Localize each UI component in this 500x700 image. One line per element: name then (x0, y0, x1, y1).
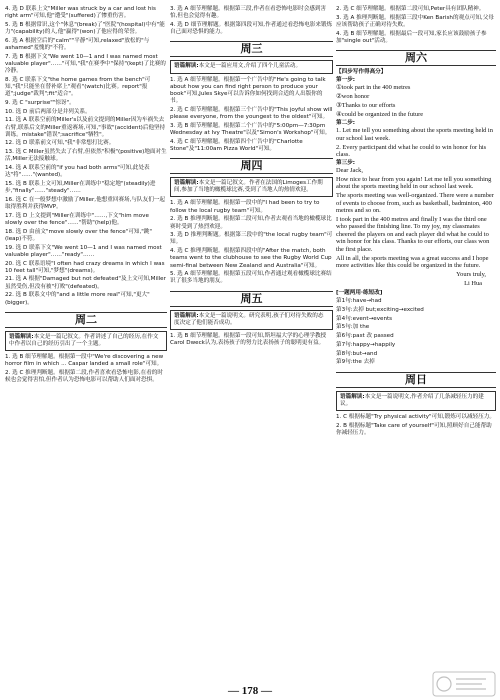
answer-item: 2. 选 C 推理判断题。根据第二段,作者喜欢看恐怖电影,在看的时候也会觉得害怕,但作者认为恐怖电影可以帮助人们面对恐惧。 (5, 370, 163, 384)
week5-passage-note (170, 310, 333, 330)
answer-item: 2. 选 C 细节理解题。根据第三个广告中的"This joyful show will please everyone, from the youngest to the oldest"可知。 (170, 106, 333, 121)
answer-item: 5. 选 B 根据常识,这个"休息"(break)了"医院"(hospital)中有"能力"(capability)的人,他"赢得"(won)了他应得的荣誉。 (5, 21, 165, 36)
writing-phrase: ④could be organized in the future (336, 111, 424, 119)
answer-item: 20. 选 C 联系语境"I often had crazy dreams in which I was 10 feet tall"可知,"梦想"(dreams)。 (5, 260, 165, 274)
week7-passage-note (336, 391, 496, 411)
step1-phrases (336, 84, 496, 118)
passage-note-text: 本文是一篇记叙文。作者在法国的Limoges工作期间,参加了当地的橄榄球比赛,受到了当地人的热情欢迎。 (174, 180, 323, 194)
answer-item: 15. 选 B 联系上文可知,Miller在训练中"稳定地"(steadily)进步,"finally"……"steady"…… (5, 180, 156, 195)
correction-item: 第4句:event→events (336, 315, 393, 322)
answer-item: 18. 选 D 由前文"move slowly over the fence"可知,"跳"(leap)不符。 (5, 228, 152, 242)
answer-item: 3. 选 A 推理判断题。根据第三段中Ken Barish的观点可知,父母应该帮助孩子正确对待失败。 (336, 14, 494, 28)
passage-note-label: 语篇解读: (9, 333, 34, 340)
week3-title: 周三 (170, 41, 333, 57)
correction-section-heading: [一题两用·练短改] (336, 290, 383, 297)
answer-item: 4. 选 C 细节理解题。根据第四个广告中的"Charlotte Stone"及"11:00am Pizza World"可知。 (170, 138, 303, 152)
letter-paragraph: The sports meeting was well-organized. There were a number of events to choose from, such as basketball, badminton, 400 metres and so on. (336, 192, 494, 215)
week7-items (336, 414, 496, 437)
answer-item: 9. 选 C "surprise""惊讶"。 (5, 99, 75, 106)
answer-item: 7. 选 B 根据下文"We went 10—1 and I was named most valuable player"……"可知,"我"在赛季中"保持"(kept)了比赛的冷静。 (5, 53, 166, 75)
passage-note-text: 本文是一篇说明文,作者介绍了几条减轻压力的建议。 (340, 393, 484, 407)
writing-phrase: ③Thanks to our efforts (336, 102, 396, 110)
correction-item: 第1句:have→had (336, 298, 382, 305)
answer-item: 3. 选 B 细节理解题。根据第二个广告中的"5:00pm—7:30pm Wednesday at Ivy Theatre"以及"Simon's Workshop"可知。 (170, 122, 331, 136)
week3-items (170, 77, 333, 154)
answer-item: 4. 选 D 联系上文"Miller was struck by a car and lost his right arm"可知,他"遭受"(suffered)了惨重伤害。 (5, 6, 156, 20)
passage-note-label: 语篇解读: (174, 180, 199, 187)
week5-title: 周五 (170, 291, 333, 307)
answer-item: 16. 选 C 在一般梦想中激励了Miller,他想重回赛场,与队友们一起取得胜利并获得MVP。 (5, 196, 165, 211)
answer-item: 10. 选 D 前后两部分是并列关系。 (5, 108, 91, 115)
writing-sentence: 1. Let me tell you something about the sports meeting held in our school last week. (336, 127, 493, 142)
week4-title: 周四 (170, 158, 333, 174)
answer-item: 14. 选 A 联系空前的"if you had both arms"可知,此处表达"将"……"(wanted)。 (5, 165, 150, 179)
model-letter (336, 167, 496, 287)
letter-paragraph: I took part in the 400 metres and finally I was the third one who passed the finishing line. To my joy, my classmates cheered the players on and each player did what he could to win honor for his class. Thanks to our efforts, our class won the first place. (336, 216, 490, 253)
passage-note-text: 本文是一篇应用文,介绍了四个儿童活动。 (198, 63, 302, 70)
answer-item: 3. 选 D 推理判断题。根据第三段中的"the local rugby team"可知。 (170, 232, 333, 246)
writing-phrase: ①took part in the 400 metres (336, 84, 411, 92)
week5-items-cont (336, 6, 496, 45)
answer-item: 5. 选 A 细节理解题。根据第五段可知,作者通过观看橄榄球比赛结识了很多当地的朋友。 (170, 271, 332, 285)
answer-item: 4. 选 B 细节理解题。根据最后一段可知,家长应该鼓励孩子参加"single out"活动。 (336, 30, 487, 44)
answer-item: 1. 选 B 细节理解题。根据第一段可知,斯坦福大学的心理学教授Carol Dweck认为,表扬孩子的努力比表扬孩子的聪明更有益。 (170, 333, 327, 347)
answer-item: 12. 选 D 联系前文可知,"我"非常想打比赛。 (5, 140, 115, 147)
correction-item: 第7句:happy→happily (336, 341, 396, 348)
passage-note-label: 语篇解读: (340, 393, 365, 400)
correction-list (336, 298, 496, 366)
passage-note-text: 本文是一篇说明文。研究表明,孩子们对待失败的态度决定了他们能否成功。 (174, 312, 324, 326)
watermark-logo (432, 671, 496, 697)
correction-item: 第6句:past 改 passed (336, 333, 394, 340)
week2-items-cont (170, 6, 333, 36)
column-middle (170, 6, 333, 349)
passage-note-label: 语篇解读: (174, 312, 199, 319)
step1-label: 第一步: (336, 77, 356, 84)
week5-items (170, 333, 333, 347)
answer-item: 2. B 根据标题"Take care of yourself"可知,照顾好自己能帮助你减轻压力。 (336, 422, 492, 436)
week4-passage-note (170, 177, 333, 197)
writing-phrase: ②won honor (336, 93, 370, 101)
letter-greeting: Dear Jack, (336, 167, 363, 175)
week7-title: 周日 (336, 372, 496, 388)
answer-item: 2. 选 B 推理判断题。根据第二段可知,作者去观看当地的橄榄球比赛时受到了热烈欢迎。 (170, 216, 332, 230)
correction-item: 第3句:去掉 but;exciting→excited (336, 307, 424, 314)
week6-title: 周六 (336, 50, 496, 66)
answer-item: 4. 选 D 细节理解题。根据第四段可知,作者通过看恐怖电影来锻炼自己面对恐惧的能力。 (170, 21, 333, 36)
answer-item: 1. C 根据标题"Try physical activity"可知,锻炼可以减轻压力。 (336, 413, 495, 420)
answer-item: 21. 选 A 根据"Damaged but not defeated"及上文可知,Miller虽然受伤,但没有被"打败"(defeated)。 (5, 276, 166, 290)
answer-item: 11. 选 A 联系空前的Miller's以及前文提到的Miller因为车祸失去右臂,联系后文的Miller重返赛场,可知,"事故"(accident)后他坚持训练。mistake"错误";sacrifice"牺牲"。 (5, 117, 166, 138)
letter-paragraph: How nice to hear from you again! Let me tell you something about the sports meeting held in our school last week. (336, 175, 492, 191)
writing-section-heading: 【四步写作得高分】 (336, 69, 387, 76)
week2-title: 周二 (5, 312, 167, 328)
week1-items (5, 6, 167, 307)
page-number: — 178 — (228, 685, 272, 697)
letter-body (336, 176, 496, 269)
correction-item: 第9句:the 去掉 (336, 359, 375, 366)
answer-item: 6. 选 A 根据空后的"calm""平静"可知,relaxed"放松的"与ashamed"羞愧的"不符。 (5, 37, 150, 52)
week4-items (170, 200, 333, 285)
step2-label: 第二步: (336, 120, 356, 127)
answer-item: 8. 选 C 联系下文"the home games from the bench"可知,"我"只能坐在替补席上"观看"(watch)比赛。report"报道";judge"裁判";fit"适合"。 (5, 76, 151, 98)
column-left (5, 6, 167, 386)
step2-sentences (336, 127, 496, 158)
answer-item: 3. 选 A 细节理解题。根据第三段,作者在看恐怖电影时会感到害怕,但也会觉得有趣。 (170, 6, 327, 20)
answer-item: 22. 选 B 联系文中的"and a little more real"可知,"更大"(bigger)。 (5, 292, 150, 306)
week2-items (5, 354, 167, 384)
letter-paragraph: All in all, the sports meeting was a great success and I hope more activities like this could be organized in the future. (336, 254, 489, 269)
answer-item: 1. 选 A 细节理解题。根据第一段中的"I had been to try to follow the local rugby team"可知。 (170, 200, 320, 214)
answer-item: 1. 选 B 细节理解题。根据第一段中"We're discovering a new horror film in which ... Caspar landed a small role"可知。 (5, 354, 164, 368)
answer-item: 17. 选 D 上文提到"Miller在训练中"……,下文"him move slowly over the fence"……"帮助"(help)他。 (5, 212, 149, 226)
answer-item: 4. 选 C 推理判断题。根据第四段中的"After the match, both teams went to the clubhouse to see the Rugby World Cup semi-final between New Zealand and Australia"可知。 (170, 248, 332, 269)
correction-item: 第5句:加 the (336, 324, 370, 331)
passage-note-label: 语篇解读: (174, 63, 199, 70)
column-right (336, 6, 496, 439)
answer-item: 1. 选 A 细节理解题。根据第一个广告中的"He's going to talk about how you can find right person to produce your book"可知,Jules Skye可以告诉你如何找到合适的人出版你的书。 (170, 76, 326, 105)
letter-signature: Li Hua (464, 279, 482, 287)
answer-item: 19. 选 D 联系下文"We went 10—1 and I was named most valuable player"……"ready"…… (5, 244, 162, 258)
week3-passage-note (170, 60, 333, 73)
answer-item: 2. 选 C 细节理解题。根据第二段可知,Peter具有团队精神。 (336, 6, 485, 12)
answer-item: 13. 选 C Miller虽然失去了右臂,但依然"积极"(positive)地面对生活,Miller无法接触球。 (5, 149, 167, 163)
correction-item: 第8句:but→and (336, 350, 378, 357)
step3-label: 第三步: (336, 159, 356, 166)
passage-note-text: 本文是一篇记叙文。作者讲述了自己的经历,在作文中作者以自己的经历引出了一个主题。 (9, 333, 159, 347)
writing-sentence: 2. Every participant did what he could to win honor for his class. (336, 143, 487, 158)
week2-passage-note (5, 331, 167, 351)
letter-closing: Yours truly, (456, 270, 486, 278)
